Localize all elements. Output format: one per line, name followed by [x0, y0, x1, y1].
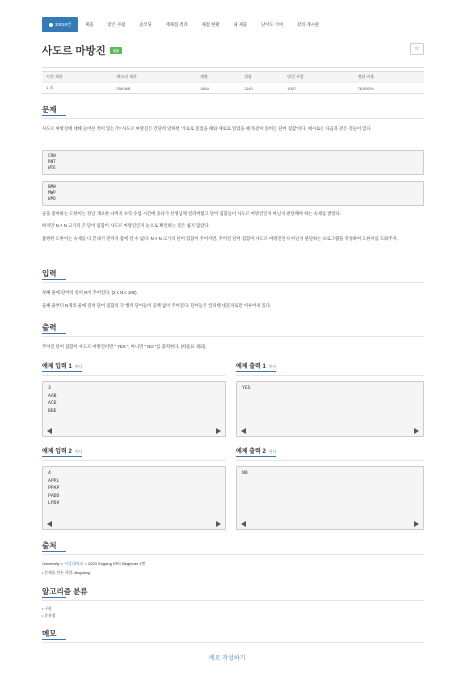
copy-button[interactable]: 복사 [74, 365, 83, 369]
source-list [42, 570, 90, 577]
tab-rejudge[interactable]: 재채점 결과 [165, 21, 188, 27]
tab-solvers[interactable]: 맞은 사람 [107, 21, 126, 27]
copy-button[interactable]: 복사 [74, 450, 83, 454]
divider [42, 375, 226, 376]
divider [236, 375, 424, 376]
output-description: 주어진 단어 집합이 사도르 마방진이면 " YES ", 아니면 " NO "를 출력한다. (따옴표 제외) [42, 344, 206, 349]
list-item[interactable]: • 구현 [42, 606, 55, 613]
scroll-right-icon[interactable] [216, 521, 221, 527]
algorithm-heading: 알고리즘 분류 [42, 587, 88, 596]
problem-heading: 문제 [42, 105, 57, 114]
problem-info-table [42, 71, 424, 94]
divider [236, 460, 424, 461]
divider [42, 554, 424, 555]
divider [42, 600, 424, 601]
tab-problem[interactable]: 30019번 [42, 17, 78, 32]
scroll-right-icon[interactable] [414, 521, 419, 527]
divider [42, 460, 226, 461]
list-item[interactable]: • 문자열 [42, 613, 55, 620]
tab-submit[interactable]: 제출 [85, 21, 94, 27]
sample-input-1: 3 AAB ACD BDE [42, 381, 226, 437]
scroll-right-icon[interactable] [216, 428, 221, 434]
tab-difficulty[interactable]: 난이도 기여 [261, 21, 284, 27]
problem-description: 불쌍한 도한이는 숙제를 다 끝내기 전까지 잠에 갈 수 없다. N × N 크기의 단어 집합이 주어지면, 주어진 단어 집합이 사도르 마방진인지 아닌지 판단하는 프로그램을 작성하여 도한이를 도와주자. [42, 236, 398, 241]
horizontal-scrollbar[interactable] [237, 520, 423, 529]
example-code-block: CRW RNT WTE [42, 150, 424, 175]
input-heading: 입력 [42, 269, 57, 278]
sample-output-1: YES [236, 381, 424, 437]
problem-tabs [42, 17, 326, 32]
info-header: 맞힌 사람 [283, 72, 353, 83]
copy-button[interactable]: 복사 [268, 450, 277, 454]
sample-output-2-heading: 예제 출력 2 복사 [236, 446, 276, 455]
title-bar [42, 40, 424, 68]
info-header: 정답 [240, 72, 283, 83]
problem-icon [49, 23, 53, 27]
divider [42, 336, 424, 337]
source-heading: 출처 [42, 541, 57, 550]
info-value: 78.890% [354, 83, 424, 94]
scroll-left-icon[interactable] [241, 428, 246, 434]
problem-description: 하지만 N × N 크기의 큰 단어 집합이 사도르 마방진인지 눈으로 확인하는 것은 쉽지 않았다. [42, 223, 210, 228]
input-description: 둘째 줄부터 N개의 줄에 걸쳐 단어 집합의 각 행의 단어들이 공백 없이 주어진다. 단어들은 알파벳 대문자로만 이루어져 있다. [42, 303, 272, 308]
write-memo-link[interactable]: 메모 작성하기 [209, 656, 246, 662]
tab-my-submissions[interactable]: 내 제출 [233, 21, 248, 27]
page-title: 사도르 마방진 성공 [42, 43, 122, 58]
info-header: 메모리 제한 [112, 72, 196, 83]
scroll-left-icon[interactable] [47, 428, 52, 434]
star-button[interactable]: ☆ [410, 43, 424, 55]
tab-status[interactable]: 채점 현황 [201, 21, 220, 27]
divider [42, 118, 424, 119]
sample-input-2: 4 APPL PPAP PADD LPDV [42, 466, 226, 530]
info-header: 제출 [196, 72, 240, 83]
info-value: 1 초 [42, 83, 112, 94]
input-description: 첫째 줄에 단어의 길이 N이 주어진다. (2 ≤ N ≤ 100) [42, 290, 137, 295]
source-link[interactable]: 서강대학교 [64, 561, 84, 566]
info-value: 256 MB [112, 83, 196, 94]
scroll-left-icon[interactable] [47, 521, 52, 527]
status-badge: 성공 [110, 47, 122, 54]
info-header: 시간 제한 [42, 72, 112, 83]
divider [42, 642, 424, 643]
info-header: 정답 비율 [354, 72, 424, 83]
horizontal-scrollbar[interactable] [43, 520, 225, 529]
output-heading: 출력 [42, 323, 57, 332]
sample-input-2-heading: 예제 입력 2 복사 [42, 446, 82, 455]
source-line: University > 서강대학교 > 2023 Sogang SPC Beginner 1번 [42, 561, 146, 566]
list-item: • 문제를 만든 사람: dingdong [42, 570, 90, 577]
divider [42, 282, 424, 283]
scroll-left-icon[interactable] [241, 521, 246, 527]
tab-short-coding[interactable]: 숏코딩 [139, 21, 152, 27]
problem-description: 술을 좋아하는 도한이는 전날 개요한 나머지 수학 수업 시간에 졸다가 선생님께 걸려버렸고 단어 집합들이 사도르 마방진인지 아닌지 판단해야 하는 숙제를 받았다. [42, 211, 342, 216]
info-value: 1007 [283, 83, 353, 94]
algorithm-list [42, 606, 55, 620]
sample-input-1-heading: 예제 입력 1 복사 [42, 361, 82, 370]
problem-description: 사도르 마방진에 대해 들어본 적이 있는가? 사도르 마방진은 간단히 말하면 '가로로 읽었을 때와 세로로 읽었을 때 똑같이 읽히는 단어 집합'이다. 예시로는 다음과 같은 것들이 있다. [42, 126, 372, 131]
info-value: 1484 [196, 83, 240, 94]
horizontal-scrollbar[interactable] [43, 427, 225, 436]
horizontal-scrollbar[interactable] [237, 427, 423, 436]
copy-button[interactable]: 복사 [268, 365, 277, 369]
tab-board[interactable]: 강의 게시판 [297, 21, 319, 27]
sample-output-1-heading: 예제 출력 1 복사 [236, 361, 276, 370]
info-value: 1140 [240, 83, 283, 94]
example-code-block: BMW MWP WPD [42, 181, 424, 206]
memo-heading: 메모 [42, 629, 57, 638]
sample-output-2: NO [236, 466, 424, 530]
scroll-right-icon[interactable] [414, 428, 419, 434]
